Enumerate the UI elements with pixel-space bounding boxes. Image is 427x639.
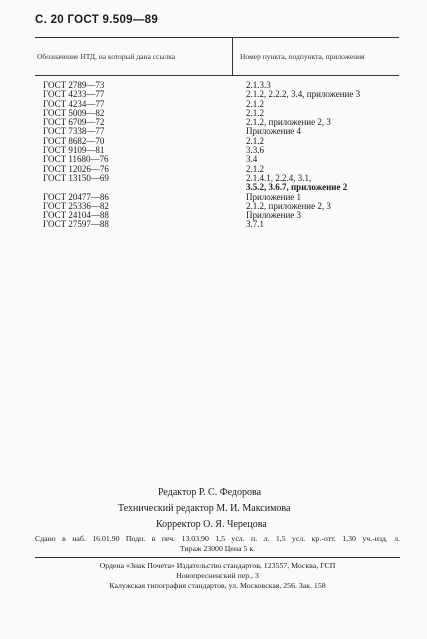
doc-cell: ГОСТ 4233—77 [43, 89, 105, 100]
doc-cell: ГОСТ 2789—73 [43, 80, 105, 90]
printing-info [35, 561, 400, 591]
standard-code: ГОСТ 9.509—89 [67, 14, 159, 26]
doc-cell: ГОСТ 24104—88 [43, 210, 109, 221]
ref-cell: 2.1.2 [246, 107, 264, 118]
doc-cell: ГОСТ 6709—72 [43, 117, 105, 128]
tech-editor-line: Технический редактор М. И. Максимова [118, 503, 291, 514]
page-number: С. 20 [35, 14, 64, 26]
doc-cell: ГОСТ 4234—77 [43, 98, 105, 109]
doc-cell: ГОСТ 7338—77 [43, 126, 105, 137]
printing-line-2: Новопресненский пер., 3 [176, 571, 259, 580]
doc-cell: ГОСТ 27597—88 [43, 219, 109, 230]
ref-cell: Приложение 1 [246, 191, 302, 202]
publication-info [35, 534, 400, 554]
ref-cell: 3.4 [246, 154, 258, 165]
page-header [35, 14, 158, 26]
ref-cell: 3.5.2, 3.6.7, приложение 2 [246, 182, 348, 193]
ref-cell: 2.1.2, 2.2.2, 3.4, приложение 3 [246, 89, 361, 100]
ref-cell: 2.1.2 [246, 98, 264, 109]
ref-cell: 2.1.2, приложение 2, 3 [246, 200, 331, 211]
table-header [35, 38, 399, 75]
ref-cell: 2.1.3.3 [246, 80, 271, 90]
col2-header [232, 38, 399, 75]
doc-cell: ГОСТ 13150—69 [43, 172, 109, 183]
editor-line: Редактор Р. С. Федорова [158, 487, 262, 498]
ref-cell: 2.1.2, приложение 2, 3 [246, 117, 331, 128]
footer-divider [35, 557, 400, 558]
ref-cell: Приложение 3 [246, 210, 302, 221]
reference-table [35, 37, 399, 230]
doc-cell: ГОСТ 5009—82 [43, 107, 105, 118]
table-row [35, 220, 399, 229]
printing-line-3: Калужская типография стандартов, ул. Московская, 256. Зак. 158 [109, 581, 326, 590]
col2-header-label: Номер пункта, подпункта, приложения [240, 52, 365, 61]
ref-cell: 3.7.1 [246, 219, 264, 230]
ref-cell: 2.1.2 [246, 135, 264, 146]
col1-header: Обозначение НТД, на который дана ссылка [37, 52, 176, 61]
corrector-line: Корректор О. Я. Черецова [156, 519, 267, 530]
ref-cell: 3.3.6 [246, 145, 264, 156]
doc-cell: ГОСТ 11680—76 [43, 154, 109, 165]
ref-cell: Приложение 4 [246, 126, 302, 137]
doc-cell: ГОСТ 25336—82 [43, 200, 109, 211]
doc-cell: ГОСТ 9109—81 [43, 145, 105, 156]
printing-line-1: Ордена «Знак Почета» Издательство стандартов, 123557, Москва, ГСП [99, 561, 336, 570]
credits-block [118, 485, 418, 533]
table-body [35, 76, 399, 230]
publication-line-2: Тираж 23000 Цена 5 к. [179, 544, 256, 553]
publication-line-1: Сдано в наб. 16.01.90 Подп. в печ. 13.03.90 1,5 усл. п. л. 1,5 усл. кр.-отт. 1,30 уч.-изд. л. [35, 534, 400, 543]
doc-cell: ГОСТ 12026—76 [43, 163, 109, 174]
ref-cell: 2.1.2 [246, 163, 264, 174]
doc-cell: ГОСТ 8682—70 [43, 135, 105, 146]
ref-cell: 2.1.4.1, 2.2.4, 3.1, [246, 172, 312, 183]
doc-cell: ГОСТ 20477—86 [43, 191, 109, 202]
